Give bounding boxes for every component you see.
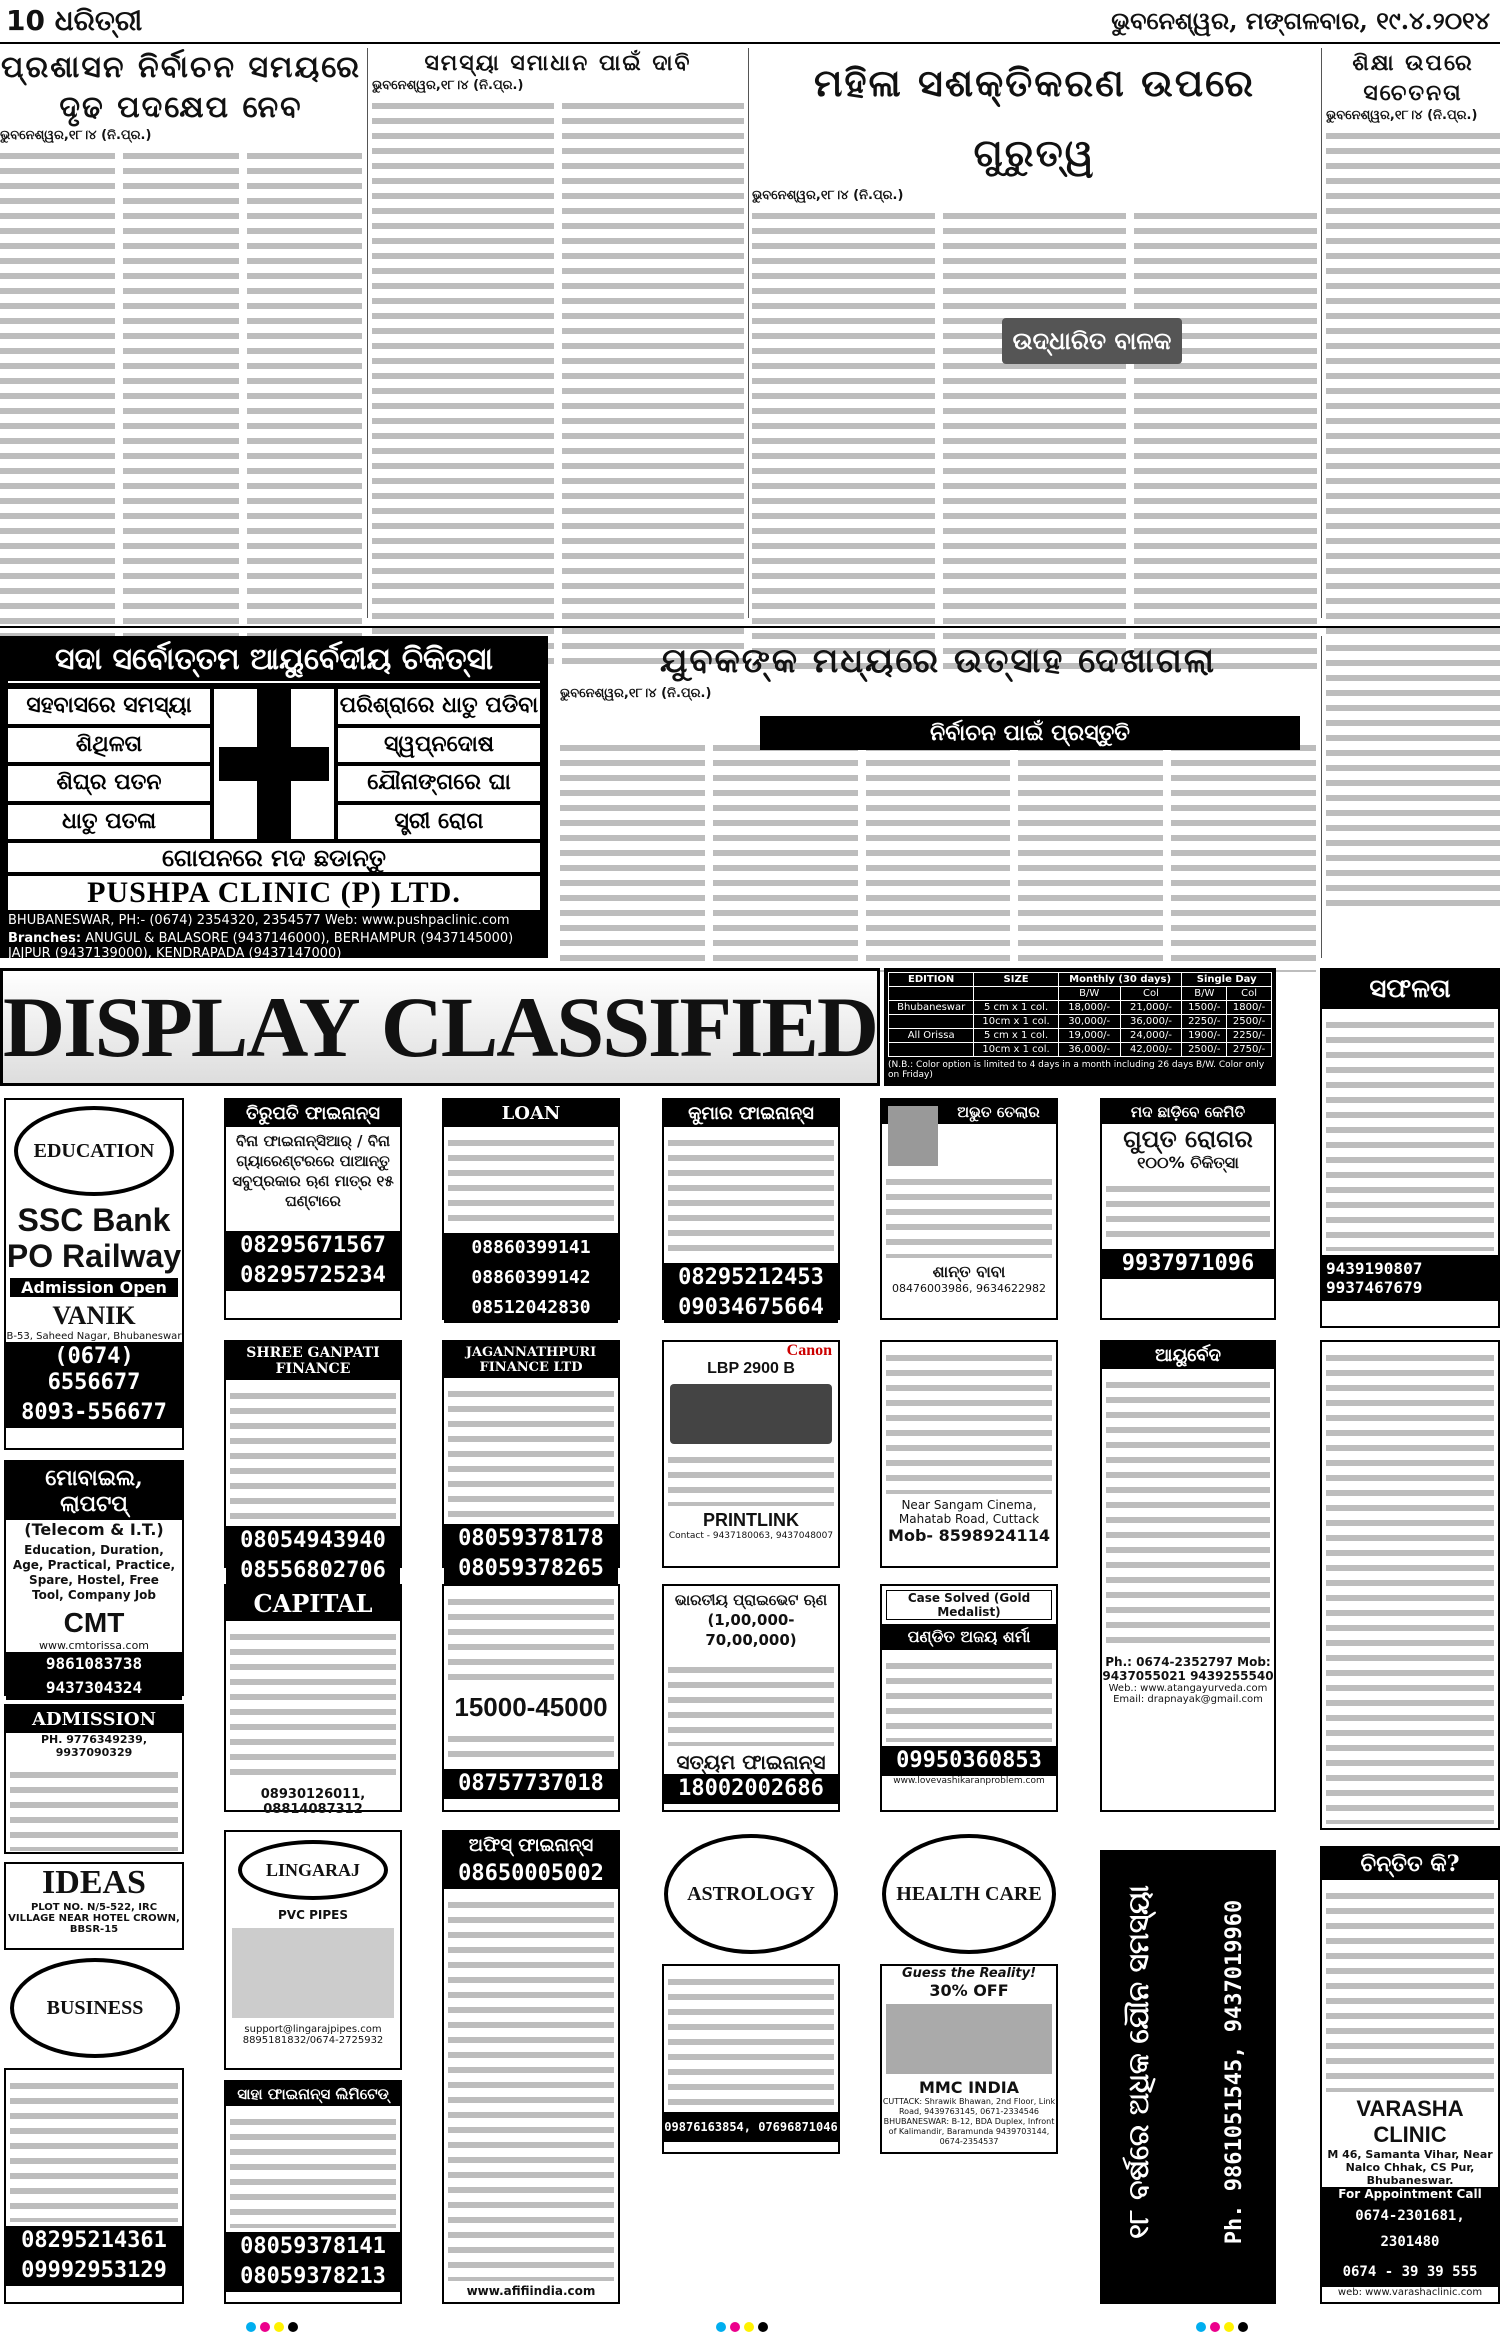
face-image: [886, 2004, 1052, 2074]
canon-ad: Canon LBP 2900 B PRINTLINK Contact - 9437180063, 9437048007: [662, 1340, 840, 1568]
tariff-note: (N.B.: Color option is limited to 4 days in a month including 26 days B/W. Color only on Friday): [888, 1060, 1265, 1080]
capital-ad: CAPITAL 08930126011, 08814087312: [224, 1584, 402, 1812]
health-ad: Guess the Reality! 30% OFF MMC INDIA CUTTACK: Shrawik Bhawan, 2nd Floor, Link Road, 9439763145, 0671-2334546 BHUBANESWAR: B-12, BDA Duplex, Infront of Kalimandir, Baramunda 9439703144, 0674-2354537: [880, 1964, 1058, 2154]
portrait-image: [888, 1106, 938, 1166]
mobile-ad: ମୋବାଇଲ, ଲାପଟପ୍ (Telecom & I.T.) Education, Duration, Age, Practical, Practice, Spare, Hostel, Free Tool, Company Job CMT www.cmtorissa.com 9861083738 9437304324: [4, 1460, 184, 1696]
article-7: ସଫଳତା 9439190807 9937467679: [1320, 968, 1500, 1328]
prem-ad: ଅଭୁତ ତେଲାର ଶାନ୍ତ ବାବା 08476003986, 9634622982: [880, 1098, 1058, 1320]
article-headline: ସମସ୍ୟା ସମାଧାନ ପାଇଁ ଦାବି: [424, 50, 692, 76]
ad-phone-list: 9439190807 9937467679: [1322, 1255, 1498, 1301]
article-dateline: ଭୁବନେଶ୍ୱର,୧୮।୪ (ନି.ପ୍ର.): [372, 78, 524, 93]
jagannath-ad: JAGANNATHPURI FINANCE LTD 08059378178 08059378265: [442, 1340, 620, 1568]
ad-item: ଶିଥିଳତା: [8, 728, 210, 763]
article-inset: ଉଦ୍ଧାରିତ ବାଳକ: [1002, 318, 1182, 364]
banner-word: CLASSIFIED: [380, 979, 877, 1075]
banner-word: DISPLAY: [3, 979, 359, 1075]
tele-ad: 15000-45000 08757737018: [442, 1584, 620, 1812]
page-number: 10 ଧରିତ୍ରୀ: [6, 4, 143, 37]
ad-item: ଯୌନାଙ୍ଗରେ ଘା: [338, 766, 540, 801]
article-headline: ମହିଳା ସଶକ୍ତିକରଣ ଉପରେ ଗୁରୁତ୍ୱ: [813, 60, 1256, 175]
article-subhead: ନିର୍ବାଚନ ପାଇଁ ପ୍ରସ୍ତୁତି: [760, 716, 1300, 750]
education-logo: EDUCATION: [14, 1106, 174, 1196]
ad-item: ସ୍ୱପ୍ନଦୋଷ: [338, 728, 540, 763]
kumar-ad: କୁମାର ଫାଇନାନ୍ସ 08295212453 09034675664: [662, 1098, 840, 1320]
exam-list: SSC Bank PO Railway: [6, 1202, 182, 1274]
ad-title: ସଦା ସର୍ବୋତ୍ତମ ଆୟୁର୍ବେଦୀୟ ଚିକିତ୍ସା: [8, 642, 540, 683]
article-1: [0, 48, 362, 618]
ad-item: ଶିଘ୍ର ପତନ: [8, 766, 210, 801]
clinic-contact: BHUBANESWAR, PH:- (0674) 2354320, 2354577 Web: www.pushpaclinic.com: [8, 913, 510, 928]
varasha-ad: ଚିନ୍ତିତ କି? VARASHA CLINIC M 46, Samanta Vihar, Near Nalco Chhak, CS Pur, Bhubaneswar. For Appointment Call 0674-2301681, 2301480 0674 - 39 39 555 web: www.varashaclinic.com: [1320, 1846, 1500, 2304]
article-2: [372, 48, 744, 618]
printer-image: [670, 1384, 832, 1444]
ad-item: ଧାତୁ ପତଳା: [8, 805, 210, 840]
date-line: ଭୁବନେଶ୍ୱର, ମଙ୍ଗଳବାର, ୧୯.୪.୨୦୧୪: [1111, 6, 1490, 35]
cross-icon: [214, 689, 334, 839]
astrology-logo: ASTROLOGY: [664, 1834, 838, 1954]
article-6: [1326, 636, 1500, 958]
ad-item: ସ୍ତ୍ରୀ ରୋଗ: [338, 805, 540, 840]
admission-ad: ADMISSION PH. 9776349239, 9937090329: [4, 1704, 184, 1854]
page-header: [0, 0, 1500, 44]
article-4: [1326, 48, 1500, 618]
loan-ad: LOAN 08860399141 08860399142 08512042830: [442, 1098, 620, 1320]
satyam-ad: ଭାରତୀୟ ପ୍ରାଇଭେଟ ଋଣ (1,00,000-70,00,000) ସତ୍ୟମ ଫାଇନାନ୍ସ 18002002686: [662, 1584, 840, 1812]
business-ad: 08295214361 09992953129: [4, 2068, 184, 2304]
astro-ad: Case Solved (Gold Medalist) ପଣ୍ଡିତ ଅଜୟ ଶର୍ମା 09950360853 www.lovevashikaranproblem.com: [880, 1584, 1058, 1812]
tariff-table: EDITION SIZE Monthly (30 days) Single Day B/W Col B/W Col Bhubaneswar 5 cm x 1 col. 18,000/- 21,000/- 1500/- 1800/- 10cm x 1 col. 30,000/- 36,000/- 2250/- 2500/- All Orissa 5 cm x 1 col. 19,000/- 24,000/- 1900/- 2250/- 10cm x 1 col. 36,000/- 42,000/- 2500/- 2750/- (N.B.: Color option is limited to 4 days in a month including 26 days B/W. Color only on Friday): [884, 968, 1276, 1086]
print-registration-bar: [0, 2318, 1500, 2335]
madhya-ad: ମଦ ଛାଡ଼ିବେ କେମିତି ଗୁପ୍ତ ରୋଗର ୧୦୦% ଚିକିତ୍ସା 9937971096: [1100, 1098, 1276, 1320]
article-dateline: ଭୁବନେଶ୍ୱର,୧୮।୪ (ନି.ପ୍ର.): [1326, 108, 1478, 123]
article-3: [752, 48, 1317, 618]
article-headline: ପ୍ରଶାସନ ନିର୍ବାଚନ ସମୟରେ ଦୃଢ ପଦକ୍ଷେପ ନେବ: [1, 50, 361, 125]
article-headline: ଶିକ୍ଷା ଉପରେ ସଚେତନତା: [1352, 50, 1474, 106]
sangam-ad: Near Sangam Cinema, Mahatab Road, Cuttack Mob- 8598924114: [880, 1340, 1058, 1568]
ad-item: ପରିଶ୍ରାରେ ଧାତୁ ପଡିବା: [338, 689, 540, 724]
afifi-ad: ଅଫିସ୍ ଫାଇନାନ୍ସ 08650005002 www.afifiindia.com: [442, 1830, 620, 2304]
saha-ad: ସାହା ଫାଇନାନ୍ସ ଲିମିଟେଡ୍ 08059378141 08059378213: [224, 2080, 402, 2304]
display-classified-banner: [0, 968, 880, 1086]
lingaraj-ad: LINGARAJ PVC PIPES support@lingarajpipes.com 8895181832/0674-2725932: [224, 1830, 402, 2070]
article-headline: ଯୁବକଙ୍କ ମଧ୍ୟରେ ଉତ୍ସାହ ଦେଖାଗଲା: [659, 641, 1217, 681]
ayurveda-ad: ଆୟୁର୍ବେଦ Ph.: 0674-2352797 Mob: 9437055021 9439255540 Web.: www.atangayurveda.com Email: drapnayak@gmail.com: [1100, 1340, 1276, 1812]
clinic-branches: Branches: ANUGUL & BALASORE (9437146000), BERHAMPUR (9437145000) JAJPUR (9437139000), KENDRAPADA (9437147000): [8, 931, 514, 961]
ad-item: ସହବାସରେ ସମସ୍ୟା: [8, 689, 210, 724]
health-care-logo: HEALTH CARE: [882, 1834, 1056, 1954]
ideas-ad: IDEAS PLOT NO. N/5-522, IRC VILLAGE NEAR HOTEL CROWN, BBSR-15: [4, 1862, 184, 1950]
article-dateline: ଭୁବନେଶ୍ୱର,୧୮।୪ (ନି.ପ୍ର.): [560, 686, 712, 701]
article-5: [560, 636, 1316, 958]
article-dateline: ଭୁବନେଶ୍ୱର,୧୮।୪ (ନି.ପ୍ର.): [752, 188, 904, 203]
ganpati-ad: SHREE GANPATI FINANCE 08054943940 08556802706: [224, 1340, 402, 1568]
business-logo: BUSINESS: [10, 1958, 180, 2058]
classified-right-text: [1320, 1340, 1500, 1830]
astrology-ad: 09876163854, 07696871046: [662, 1964, 840, 2154]
pipe-image: [232, 1928, 394, 2018]
ad-band: ଗୋପନରେ ମଦ ଛଡାନ୍ତୁ: [8, 843, 540, 872]
clinic-name: PUSHPA CLINIC (P) LTD.: [8, 876, 540, 910]
tirupati-ad: ତିରୁପତି ଫାଇନାନ୍ସ ବିନା ଫାଇନାନ୍ସିଆର୍ / ବିନା ଗ୍ୟାରେଣ୍ଟରରେ ପାଆନ୍ତୁ ସବୁପ୍ରକାର ଋଣ ମାତ୍ର ୧୫ ଘଣ୍ଟାରେ 08295671567 08295725234: [224, 1098, 402, 1320]
vertical-ad: ୧୮ ବର୍ଷରେ ଅଧିକ ଯୌନ ସମସ୍ୟା Ph. 9861051545, 9437019960: [1100, 1850, 1276, 2304]
article-dateline: ଭୁବନେଶ୍ୱର,୧୮।୪ (ନି.ପ୍ର.): [0, 128, 152, 143]
pushpa-clinic-ad: [0, 636, 548, 961]
education-ad: EDUCATION SSC Bank PO Railway Admission Open VANIK B-53, Saheed Nagar, Bhubaneswar (0674) 6556677 8093-556677: [4, 1098, 184, 1450]
lingaraj-logo: LINGARAJ: [238, 1840, 388, 1900]
